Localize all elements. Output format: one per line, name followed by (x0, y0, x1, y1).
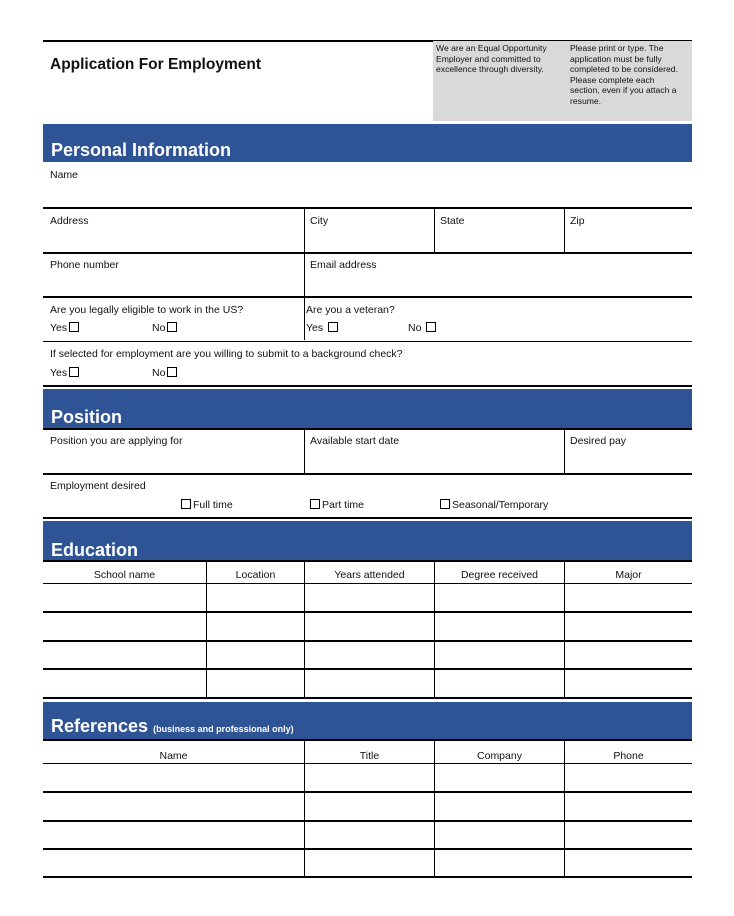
ref-col-company: Company (477, 750, 522, 762)
desired-pay-field[interactable] (565, 430, 691, 472)
position-header (43, 389, 692, 428)
eligible-no[interactable] (152, 322, 177, 334)
background-no-checkbox[interactable] (167, 367, 177, 377)
education-header (43, 521, 692, 560)
background-no[interactable] (152, 367, 177, 379)
seasonal-option[interactable] (440, 499, 548, 511)
ref-col-name: Name (159, 750, 188, 762)
yes-label: Yes (50, 322, 68, 334)
personal-information-header (43, 124, 692, 162)
edu-col-years: Years attended (334, 569, 405, 581)
eeo-note: We are an Equal Opportunity Employer and committed to excellence through diversity. (436, 43, 547, 74)
rule (43, 739, 692, 741)
instructions-note: Please print or type. The application must be fully completed to be considered. Please complete each section, even if you attach a resume. (570, 43, 678, 106)
table-row[interactable] (43, 764, 692, 790)
name-field[interactable] (43, 164, 692, 206)
part-time-checkbox[interactable] (310, 499, 320, 509)
no-label: No (152, 322, 166, 334)
table-row[interactable] (43, 642, 692, 667)
veteran-no-checkbox[interactable] (426, 322, 436, 332)
table-row[interactable] (43, 584, 692, 610)
email-field[interactable] (305, 254, 691, 295)
ref-col-phone: Phone (613, 750, 644, 762)
veteran-question: Are you a veteran? (306, 304, 395, 316)
employment-desired-label: Employment desired (50, 480, 146, 492)
rule (43, 341, 692, 342)
full-time-option[interactable] (181, 499, 233, 511)
position-field[interactable] (43, 430, 303, 472)
position-applying-label: Position you are applying for (50, 435, 183, 447)
state-label: State (440, 215, 465, 227)
veteran-yes[interactable] (306, 322, 338, 334)
rule (43, 385, 692, 387)
personal-information-title: Personal Information (51, 140, 232, 160)
zip-label: Zip (570, 215, 585, 227)
desired-pay-label: Desired pay (570, 435, 627, 447)
zip-field[interactable] (565, 209, 691, 251)
background-yes[interactable] (50, 367, 79, 379)
references-title-text: References (51, 716, 149, 736)
edu-col-location: Location (235, 569, 276, 581)
eligible-yes[interactable] (50, 322, 79, 334)
name-label: Name (50, 169, 79, 181)
part-time-option[interactable] (310, 499, 364, 511)
table-row[interactable] (43, 850, 692, 876)
background-yes-checkbox[interactable] (69, 367, 79, 377)
veteran-yes-checkbox[interactable] (328, 322, 338, 332)
yes-label: Yes (50, 367, 68, 379)
position-title: Position (51, 407, 122, 427)
references-subtitle: (business and professional only) (153, 724, 294, 734)
table-row[interactable] (43, 793, 692, 819)
no-label: No (152, 367, 166, 379)
address-label: Address (50, 215, 89, 227)
background-question: If selected for employment are you willing to submit to a background check? (50, 348, 403, 360)
no-label: No (408, 322, 422, 334)
phone-label: Phone number (50, 259, 119, 271)
rule (43, 517, 692, 519)
references-title (51, 716, 294, 737)
state-field[interactable] (435, 209, 563, 251)
phone-field[interactable] (43, 254, 303, 295)
eligible-yes-checkbox[interactable] (69, 322, 79, 332)
full-time-label: Full time (193, 499, 233, 511)
references-header (43, 702, 692, 739)
veteran-no[interactable] (408, 322, 436, 334)
education-title: Education (51, 540, 139, 560)
edu-col-major: Major (615, 569, 642, 581)
seasonal-checkbox[interactable] (440, 499, 450, 509)
eligible-no-checkbox[interactable] (167, 322, 177, 332)
ref-col-title: Title (359, 750, 380, 762)
table-row[interactable] (43, 670, 692, 696)
edu-col-degree: Degree received (460, 569, 539, 581)
start-date-label: Available start date (310, 435, 400, 447)
start-date-field[interactable] (305, 430, 563, 472)
table-row[interactable] (43, 822, 692, 847)
city-field[interactable] (305, 209, 433, 251)
yes-label: Yes (306, 322, 324, 334)
address-field[interactable] (43, 209, 303, 251)
email-label: Email address (310, 259, 377, 271)
seasonal-label: Seasonal/Temporary (452, 499, 549, 511)
part-time-label: Part time (322, 499, 365, 511)
rule (43, 876, 692, 878)
city-label: City (310, 215, 329, 227)
eligible-question: Are you legally eligible to work in the US? (50, 304, 244, 316)
rule (43, 560, 692, 562)
full-time-checkbox[interactable] (181, 499, 191, 509)
rule (43, 473, 692, 475)
page-title: Application For Employment (50, 56, 261, 73)
rule (43, 296, 692, 298)
rule (43, 697, 692, 699)
table-row[interactable] (43, 613, 692, 639)
edu-col-school: School name (93, 569, 156, 581)
